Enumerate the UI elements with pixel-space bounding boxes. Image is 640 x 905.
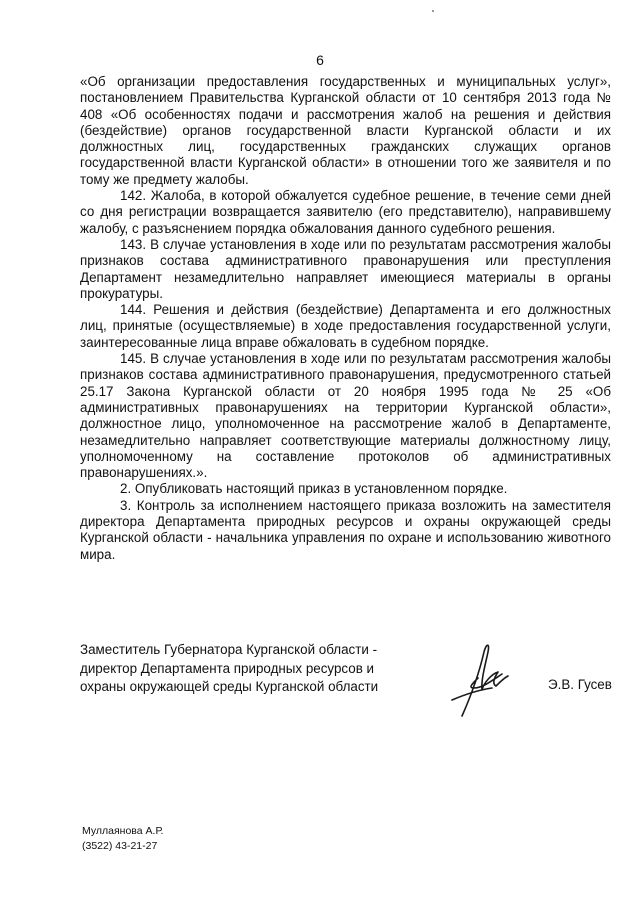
executor-phone: (3522) 43-21-27 (82, 840, 158, 852)
signatory-name: Э.В. Гусев (548, 677, 612, 692)
signatory-title-line: директор Департамента природных ресурсов и (80, 660, 375, 676)
executor-info (82, 824, 163, 854)
paragraph-142: 142. Жалоба, в которой обжалуется судебное решение, в течение семи дней со дня регистрации возвращается заявителю (его представителю), направившему жалобу, с разъяснением порядка обжалования данного судебного решения. (80, 188, 611, 236)
signatory-title (80, 641, 410, 697)
executor-name: Муллаянова А.Р. (82, 825, 164, 837)
paragraph-145: 145. В случае установления в ходе или по результатам рассмотрения жалобы признаков состава административного правонарушения, предусмотренного статьей 25.17 Закона Курганской области от 20 ноября 1995 года № 25 «Об административных правонарушениях на территории Курганской области», должностное лицо, уполномоченное на рассмотрение жалоб в Департаменте, незамедлительно направляет соответствующие материалы должностному лицу, уполномоченному на составление протоколов об административных правонарушениях.». (80, 351, 611, 481)
paragraph-143: 143. В случае установления в ходе или по результатам рассмотрения жалобы признаков состава административного правонарушения или преступления Департамент незамедлительно направляет имеющиеся материалы в органы прокуратуры. (80, 236, 611, 301)
page-number: 6 (316, 52, 324, 68)
signatory-title-line: охраны окружающей среды Курганской области (80, 679, 379, 694)
document-body (80, 74, 611, 563)
paragraph-144: 144. Решения и действия (бездействие) Департамента и его должностных лиц, принятые (осуществляемые) в ходе предоставления государственной услуги, заинтересованные лица вправе обжаловать в судебном порядке. (80, 302, 611, 350)
paragraph-publish: 2. Опубликовать настоящий приказ в установленном порядке. (120, 481, 508, 497)
paragraph-control: 3. Контроль за исполнением настоящего приказа возложить на заместителя директора Департамента природных ресурсов и охраны окружающей среды Курганской области - начальника управления по охране и использованию животного мира. (80, 497, 611, 562)
signatory-title-line: Заместитель Губернатора Курганской области - (80, 642, 378, 657)
handwritten-signature (448, 638, 518, 718)
scan-speck (432, 10, 434, 12)
paragraph-continuation: «Об организации предоставления государственных и муниципальных услуг», постановлением Правительства Курганской области от 10 сентября 2013 года № 408 «Об особенностях подачи и рассмотрения жалоб на решения и действия (бездействие) органов государственной власти Курганской области и их должностных лиц, государственных гражданских служащих органов государственной власти Курганской области» в отношении того же заявителя и по тому же предмету жалобы. (80, 74, 611, 187)
